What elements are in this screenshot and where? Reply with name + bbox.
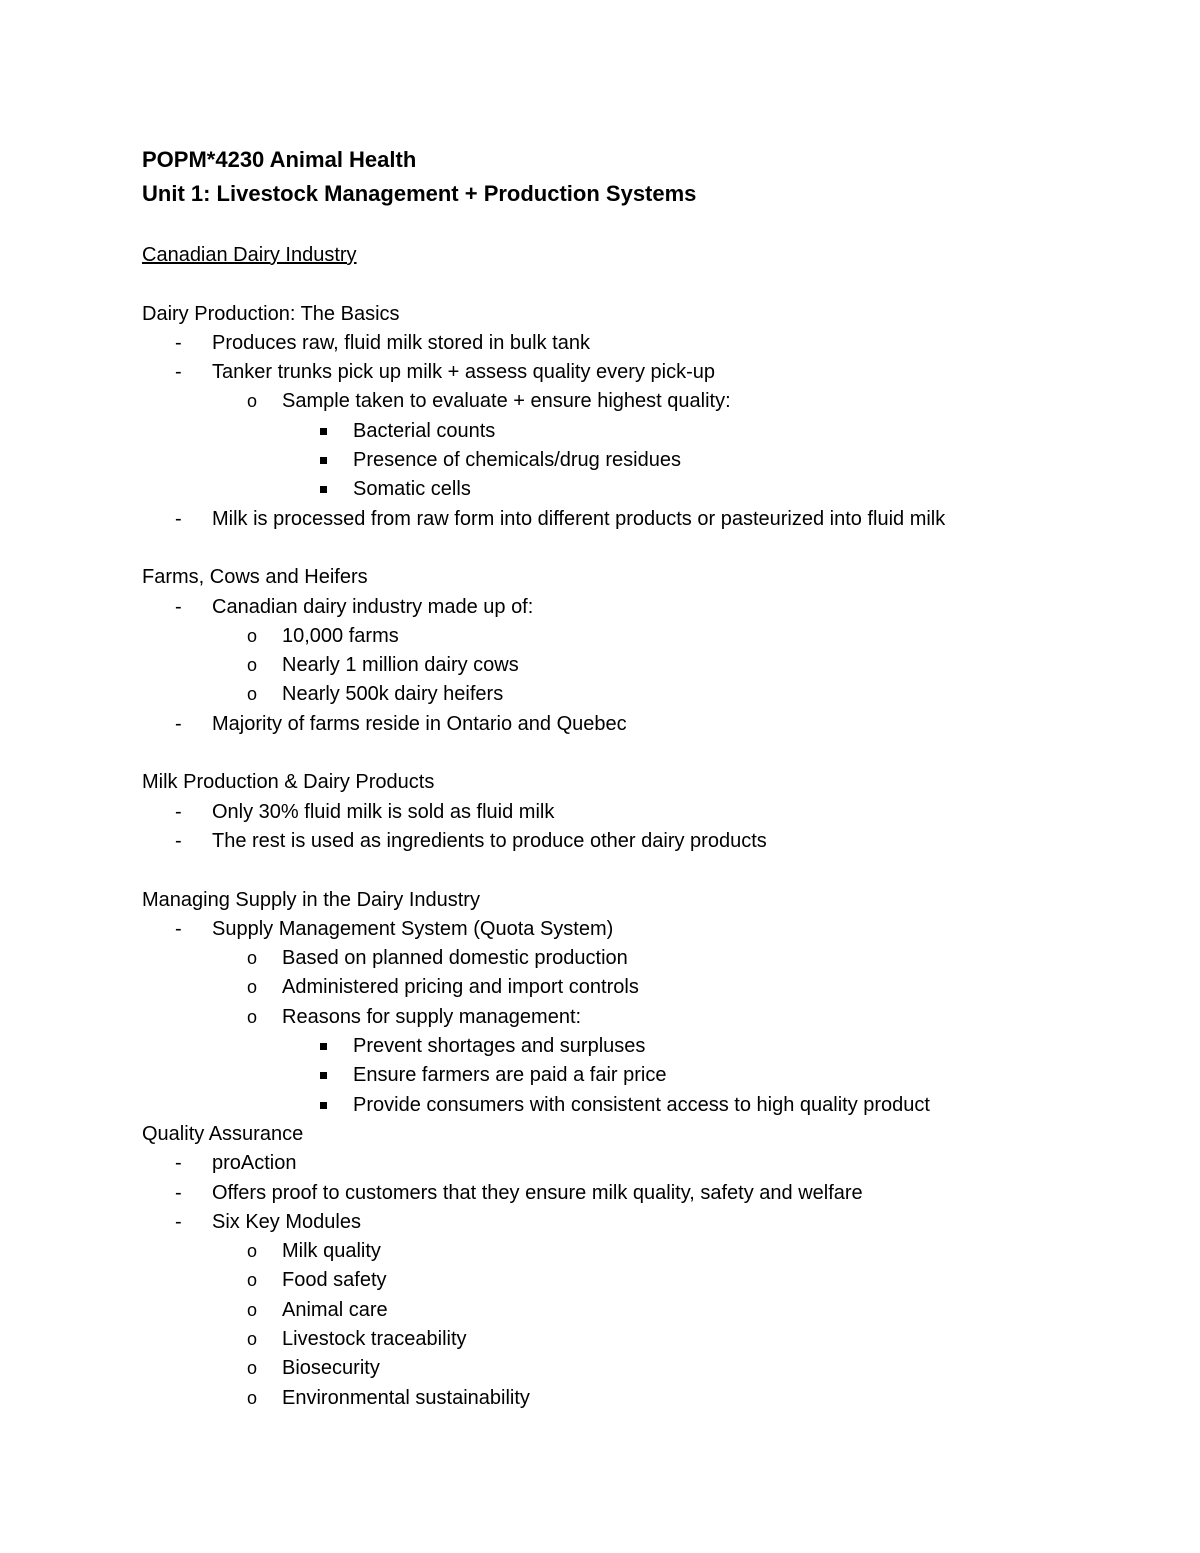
circle-bullet: o (247, 684, 258, 705)
list-item: - Produces raw, fluid milk stored in bulk tank (142, 329, 1142, 358)
document-page (142, 143, 1142, 1413)
square-bullet-icon (320, 1072, 327, 1079)
list-item: - Majority of farms reside in Ontario and Quebec (142, 710, 1142, 739)
circle-bullet: o (247, 1299, 258, 1320)
list-item: o Livestock traceability (142, 1325, 1142, 1354)
unit-title: Unit 1: Livestock Management + Production Systems (142, 181, 697, 206)
square-bullet-icon (320, 486, 327, 493)
list-item: - Six Key Modules (142, 1208, 1142, 1237)
dash-bullet: - (175, 595, 182, 618)
section-heading-canadian-dairy: Canadian Dairy Industry (142, 244, 357, 266)
list-item: o Food safety (142, 1266, 1142, 1295)
dash-bullet: - (175, 1152, 182, 1175)
square-bullet-icon (320, 1102, 327, 1109)
spacer (142, 534, 1142, 563)
dash-bullet: - (175, 917, 182, 940)
subheading-farms: Farms, Cows and Heifers (142, 566, 368, 589)
list-item: Presence of chemicals/drug residues (142, 446, 1142, 475)
circle-bullet: o (247, 1241, 258, 1262)
subheading-quality-assurance: Quality Assurance (142, 1122, 304, 1145)
circle-bullet: o (247, 655, 258, 676)
circle-bullet: o (247, 948, 258, 969)
circle-bullet: o (247, 1328, 258, 1349)
list-item: Provide consumers with consistent access to high quality product (142, 1091, 1142, 1120)
circle-bullet: o (247, 1387, 258, 1408)
circle-bullet: o (247, 977, 258, 998)
list-item: o Administered pricing and import controls (142, 973, 1142, 1002)
dash-bullet: - (175, 800, 182, 823)
dash-bullet: - (175, 507, 182, 530)
subheading-managing-supply: Managing Supply in the Dairy Industry (142, 888, 480, 911)
spacer (142, 856, 1142, 885)
list-item: o Animal care (142, 1296, 1142, 1325)
list-item: - Tanker trunks pick up milk + assess quality every pick-up (142, 358, 1142, 387)
subheading-milk-production: Milk Production & Dairy Products (142, 771, 435, 794)
list-item: o Sample taken to evaluate + ensure highest quality: (142, 387, 1142, 416)
dash-bullet: - (175, 331, 182, 354)
square-bullet-icon (320, 1043, 327, 1050)
dash-bullet: - (175, 712, 182, 735)
list-item: - Canadian dairy industry made up of: (142, 593, 1142, 622)
circle-bullet: o (247, 391, 258, 412)
list-item: o 10,000 farms (142, 622, 1142, 651)
circle-bullet: o (247, 1006, 258, 1027)
list-item: o Biosecurity (142, 1354, 1142, 1383)
list-item: - The rest is used as ingredients to produce other dairy products (142, 827, 1142, 856)
dash-bullet: - (175, 1210, 182, 1233)
square-bullet-icon (320, 457, 327, 464)
list-item: o Reasons for supply management: (142, 1003, 1142, 1032)
list-item: - Only 30% fluid milk is sold as fluid milk (142, 798, 1142, 827)
list-item: - Milk is processed from raw form into different products or pasteurized into fluid milk (142, 505, 1142, 534)
list-item: - proAction (142, 1149, 1142, 1178)
list-item: Bacterial counts (142, 417, 1142, 446)
circle-bullet: o (247, 1358, 258, 1379)
list-item: o Nearly 500k dairy heifers (142, 680, 1142, 709)
square-bullet-icon (320, 428, 327, 435)
list-item: - Offers proof to customers that they ensure milk quality, safety and welfare (142, 1179, 1142, 1208)
dash-bullet: - (175, 829, 182, 852)
spacer (142, 270, 1142, 299)
spacer (142, 739, 1142, 768)
list-item: o Based on planned domestic production (142, 944, 1142, 973)
circle-bullet: o (247, 625, 258, 646)
list-item: o Environmental sustainability (142, 1384, 1142, 1413)
dash-bullet: - (175, 361, 182, 384)
list-item: o Milk quality (142, 1237, 1142, 1266)
list-item: - Supply Management System (Quota System) (142, 915, 1142, 944)
list-item: Prevent shortages and surpluses (142, 1032, 1142, 1061)
list-item: Somatic cells (142, 475, 1142, 504)
circle-bullet: o (247, 1270, 258, 1291)
course-title: POPM*4230 Animal Health (142, 147, 417, 172)
list-item: Ensure farmers are paid a fair price (142, 1061, 1142, 1090)
list-item: o Nearly 1 million dairy cows (142, 651, 1142, 680)
subheading-dairy-basics: Dairy Production: The Basics (142, 302, 400, 325)
dash-bullet: - (175, 1181, 182, 1204)
